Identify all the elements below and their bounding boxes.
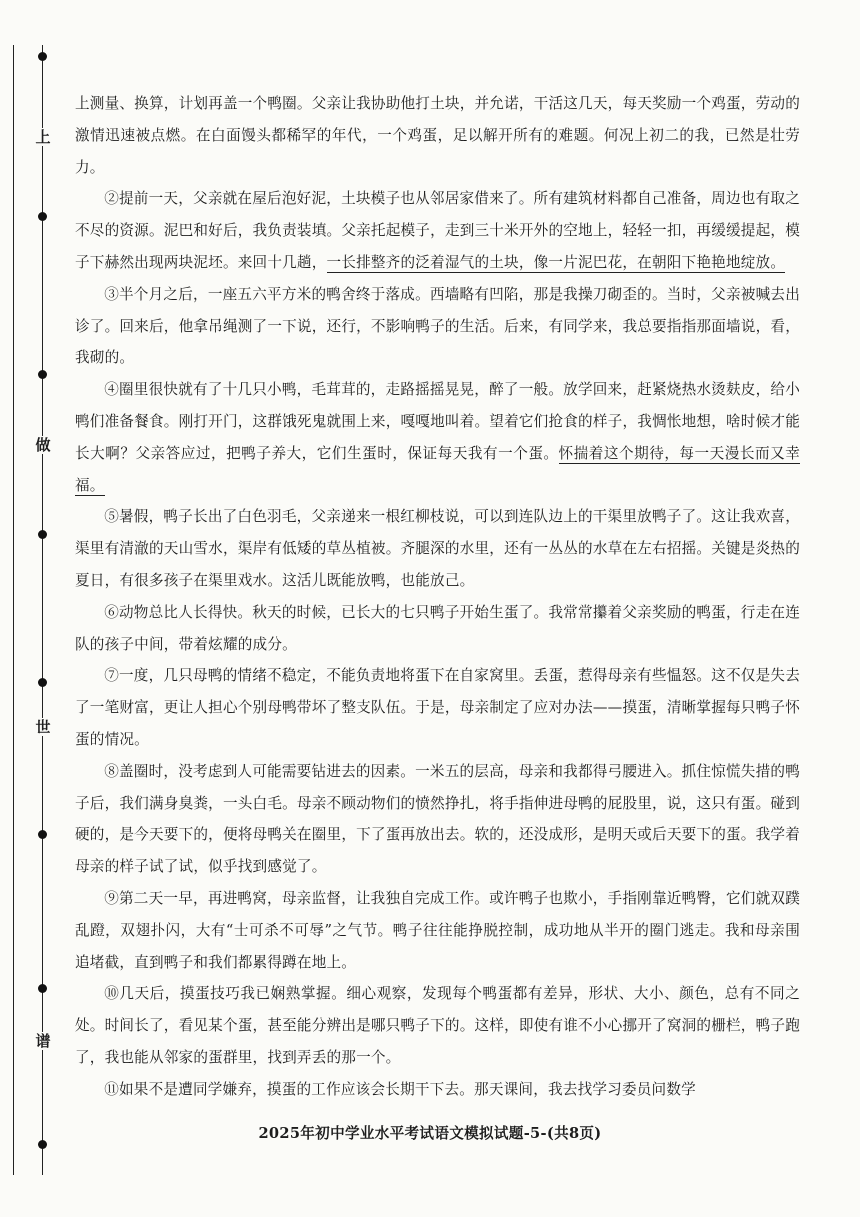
paragraph <box>75 501 800 596</box>
reading-passage <box>75 88 800 1106</box>
binding-char-1: 上 <box>35 128 51 146</box>
paragraph <box>75 88 800 183</box>
paragraph <box>75 1074 800 1106</box>
binding-dot <box>38 984 47 993</box>
paragraph <box>75 374 800 501</box>
paragraph-text: 上测量、换算，计划再盖一个鸭圈。父亲让我协助他打土块，并允诺，干活这几天，每天奖励一个鸡蛋，劳动的激情迅速被点燃。在白面馒头都稀罕的年代，一个鸡蛋，足以解开所有的难题。何况上初二的我，已然是壮劳力。 <box>75 95 800 176</box>
paragraph-text: ⑩几天后，摸蛋技巧我已娴熟掌握。细心观察，发现每个鸭蛋都有差异，形状、大小、颜色，总有不同之处。时间长了，看见某个蛋，甚至能分辨出是哪只鸭子下的。这样，即使有谁不小心挪开了窝洞的栅栏，鸭子跑了，我也能从邻家的蛋群里，找到弄丢的那一个。 <box>75 985 800 1066</box>
paragraph-text: ③半个月之后，一座五六平方米的鸭舍终于落成。西墙略有凹陷，那是我操刀砌歪的。当时，父亲被喊去出诊了。回来后，他拿吊绳测了一下说，还行，不影响鸭子的生活。后来，有同学来，我总要指指那面墙说，看，我砌的。 <box>75 285 800 367</box>
paragraph-text: ⑪如果不是遭同学嫌弃，摸蛋的工作应该会长期干下去。那天课间，我去找学习委员问数学 <box>104 1080 696 1098</box>
binding-dot <box>38 370 47 379</box>
binding-char-3: 世 <box>35 718 51 736</box>
underlined-sentence: 怀揣着这个期待，每一天漫长而又幸福。 <box>75 444 801 494</box>
paragraph <box>75 597 800 661</box>
paragraph <box>75 883 800 978</box>
binding-char-2: 做 <box>35 436 51 454</box>
binding-dot <box>38 530 47 539</box>
underlined-sentence: 一长排整齐的泛着湿气的土块，像一片泥巴花，在朝阳下艳艳地绽放。 <box>326 253 786 271</box>
paragraph-text: ⑨第二天一早，再进鸭窝，母亲监督，让我独自完成工作。或许鸭子也欺小，手指刚靠近鸭臀，它们就双蹼乱蹬，双翅扑闪，大有“士可杀不可辱”之气节。鸭子往往能挣脱控制，成功地从半开的圈门逃走。我和母亲围追堵截，直到鸭子和我们都累得蹲在地上。 <box>75 889 800 971</box>
paragraph <box>75 756 800 883</box>
paragraph <box>75 660 800 755</box>
paragraph <box>75 978 800 1073</box>
binding-dot <box>38 212 47 221</box>
paragraph-text: ④圈里很快就有了十几只小鸭，毛茸茸的，走路摇摇晃晃，醉了一般。放学回来，赶紧烧热水烫麸皮，给小鸭们准备餐食。刚打开门，这群饿死鬼就围上来，嘎嘎地叫着。望着它们抢食的样子，我惆怅地想，啥时候才能长大啊？父亲答应过，把鸭子养大，它们生蛋时，保证每天我有一个蛋。 <box>75 381 800 462</box>
paragraph <box>75 279 800 374</box>
page-footer: 2025年初中学业水平考试语文模拟试题-5-(共8页) <box>258 1125 602 1142</box>
binding-dot <box>38 830 47 839</box>
paragraph-text: ②提前一天，父亲就在屋后泡好泥，土块模子也从邻居家借来了。所有建筑材料都自己准备，周边也有取之不尽的资源。泥巴和好后，我负责装填。父亲托起模子，走到三十米开外的空地上，轻轻一扣，再缓缓提起，模子下赫然出现两块泥坯。来回十几趟， <box>75 190 800 271</box>
paragraph-text: ⑥动物总比人长得快。秋天的时候，已长大的七只鸭子开始生蛋了。我常常攥着父亲奖励的鸭蛋，行走在连队的孩子中间，带着炫耀的成分。 <box>75 603 800 653</box>
paragraph <box>75 183 800 278</box>
paragraph-text: ⑦一度，几只母鸭的情绪不稳定，不能负责地将蛋下在自家窝里。丢蛋，惹得母亲有些愠怒。这不仅是失去了一笔财富，更让人担心个别母鸭带坏了整支队伍。于是，母亲制定了应对办法——摸蛋，清晰掌握每只鸭子怀蛋的情况。 <box>75 667 800 748</box>
binding-char-4: 谱 <box>35 1032 51 1050</box>
paragraph-text: ⑧盖圈时，没考虑到人可能需要钻进去的因素。一米五的层高，母亲和我都得弓腰进入。抓住惊慌失措的鸭子后，我们满身臭粪，一头白毛。母亲不顾动物们的愤然挣扎，将手指伸进母鸭的屁股里，说，这只有蛋。碰到硬的，是今天要下的，便将母鸭关在圈里，下了蛋再放出去。软的，还没成形，是明天或后天要下的蛋。我学着母亲的样子试了试，似乎找到感觉了。 <box>75 762 800 876</box>
paragraph-text: ⑤暑假，鸭子长出了白色羽毛，父亲递来一根红柳枝说，可以到连队边上的干渠里放鸭子了。这让我欢喜，渠里有清澈的天山雪水，渠岸有低矮的草丛植被。齐腿深的水里，还有一丛丛的水草在左右招摇。关键是炎热的夏日，有很多孩子在渠里戏水。这活儿既能放鸭，也能放己。 <box>75 508 800 589</box>
binding-dot <box>38 678 47 687</box>
binding-outer-line <box>13 45 14 1175</box>
binding-dot <box>38 52 47 61</box>
